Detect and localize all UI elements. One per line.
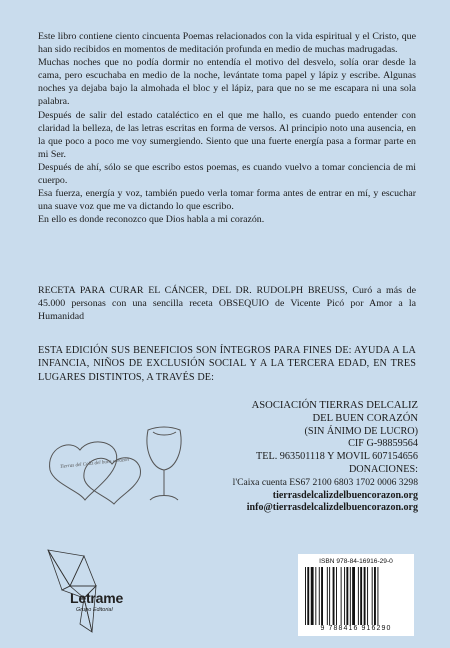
barcode-bar	[315, 567, 316, 625]
intro-paragraph: Después de salir del estado cataléctico en el que me hallo, es cuando puedo entender con claridad la belleza, de las letras escritas en forma de versos. Al principio noto una ausencia, en la que poco a poco me voy sumergiendo. Siento que una fuerte energía pasa a formar parte en mi Ser.	[38, 109, 416, 160]
intro-paragraph: Este libro contiene ciento cincuenta Poemas relacionados con la vida espiritual y el Cristo, que han sido recibidos en momentos de meditación profunda en medio de muchas madrugadas.	[38, 31, 416, 56]
barcode-bar	[311, 567, 314, 625]
barcode-bar	[341, 567, 342, 625]
barcode-bar	[327, 567, 328, 625]
edition-benefits-note: ESTA EDICIÓN SUS BENEFICIOS SON ÍNTEGROS PARA FINES DE: AYUDA A LA INFANCIA, NIÑOS DE EXCLUSIÓN SOCIAL Y A LA TERCERA EDAD, EN TRES LUGARES DISTINTOS, A TRAVÉS DE:	[38, 345, 416, 383]
intro-text	[38, 30, 416, 226]
barcode-bar	[364, 567, 366, 625]
chalice-hearts-sketch	[40, 408, 190, 518]
intro-paragraph: En ello es donde reconozco que Dios habla a mi corazón.	[38, 214, 265, 226]
barcode-bar	[367, 567, 368, 625]
cancer-recipe-note: RECETA PARA CURAR EL CÁNCER, DEL DR. RUDOLPH BREUSS, Curó a más de 45.000 personas con una sencilla receta OBSEQUIO de Vicente Picó por Amor a la Humanidad	[38, 285, 416, 323]
donations-label: DONACIONES:	[348, 463, 418, 475]
barcode-bars	[304, 567, 408, 625]
barcode-bar	[329, 567, 330, 625]
barcode-bar	[346, 567, 348, 625]
barcode-bar	[307, 567, 309, 625]
barcode-bar	[350, 567, 351, 625]
intro-paragraph: Muchas noches que no podía dormir no entendía el motivo del desvelo, solía orar desde la cama, pero escuchaba en medio de la noche, levántate toma papel y lápiz y escribe. Algunas noches ya dejaba bajo la almohada el bloc y el lápiz, para que no se me escapara ni una sola palabra.	[38, 57, 416, 108]
publisher-subtitle: Grupo Editorial	[76, 607, 113, 613]
website-link[interactable]: tierrasdelcalizdelbuencorazon.org	[272, 489, 418, 501]
association-name: ASOCIACIÓN TIERRAS DELCALIZ	[251, 400, 418, 411]
barcode-bar	[372, 567, 373, 625]
cif-number: CIF G-98859564	[348, 438, 418, 450]
isbn-barcode	[298, 554, 414, 636]
barcode-digits: 9 788416 916290	[320, 625, 392, 632]
intro-paragraph: Después de ahí, sólo se que escribo estos poemas, es cuando vuelvo a tomar conciencia de mi cuerpo.	[38, 161, 416, 187]
barcode-bar	[352, 567, 355, 625]
barcode-bar	[360, 567, 362, 625]
association-contact	[200, 400, 418, 515]
sketch-handwriting: Tierras del Caliz del buen corazón	[59, 457, 130, 470]
barcode-bar	[377, 567, 378, 625]
bank-account: l'Caixa cuenta ES67 2100 6803 1702 0006 3298	[232, 476, 418, 488]
isbn-label: ISBN 978-84-16916-29-0	[319, 558, 393, 565]
intro-paragraph: Esa fuerza, energía y voz, también puedo verla tomar forma antes de entrar en mí, y escuchar una suave voz que me va dictando lo que escribo.	[38, 188, 416, 213]
barcode-bar	[333, 567, 335, 625]
email-link[interactable]: info@tierrasdelcalizdelbuencorazon.org	[246, 502, 418, 514]
publisher-name: Letrame	[70, 590, 124, 606]
association-name-line2: DEL BUEN CORAZÓN	[312, 412, 418, 424]
nonprofit-note: (SIN ÁNIMO DE LUCRO)	[304, 425, 418, 437]
barcode-bar	[336, 567, 337, 625]
barcode-bar	[319, 567, 320, 625]
phone-numbers: TEL. 963501118 Y MOVIL 607154656	[256, 451, 418, 463]
barcode-bar	[305, 567, 306, 625]
barcode-bar	[358, 567, 359, 625]
barcode-bar	[374, 567, 376, 625]
barcode-bar	[344, 567, 345, 625]
barcode-bar	[321, 567, 323, 625]
